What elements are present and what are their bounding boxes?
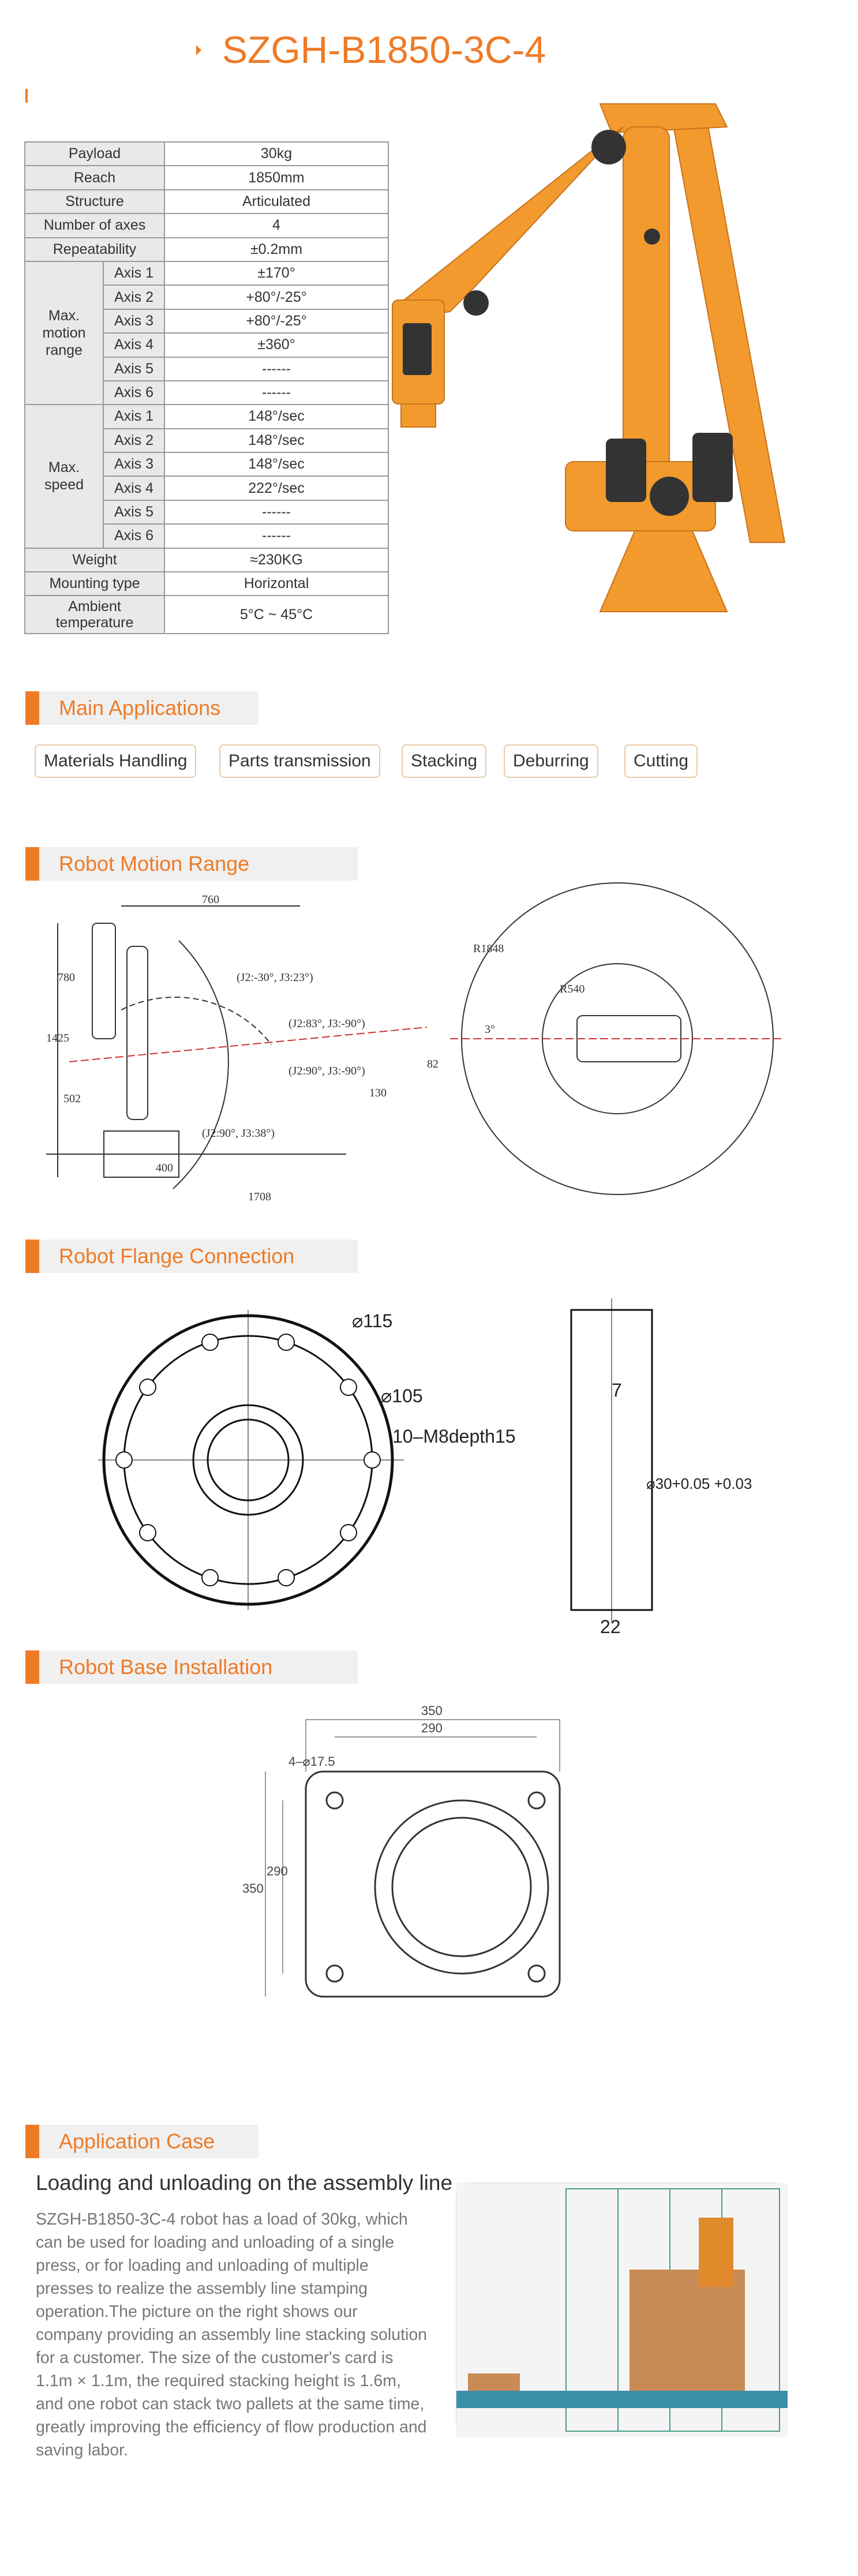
table-row [25,166,388,189]
dim-350-v: 350 [242,1881,264,1896]
spec-value: Horizontal [164,572,388,596]
spec-value: 30kg [164,142,388,166]
dim-holes: 4–⌀17.5 [289,1754,335,1769]
dim-290-v: 290 [267,1864,288,1878]
dim-780: 780 [58,971,75,984]
dim-1708: 1708 [248,1190,271,1203]
case-body: SZGH-B1850-3C-4 robot has a load of 30kg, which can be used for loading and unloading of a single press, or for loading and unloading of multiple presses to realize the assembly line stamping operation.The picture on the right shows our company providing an assembly line stacking solution for a customer. The size of the customer's card is 1.1m × 1.1m, the required stacking height is 1.6m, and one robot can stack two pallets at the same time, greatly improving the efficiency of flow production and saving labor. [36,2210,428,2459]
spec-label: Weight [25,548,164,572]
conveyor [456,2391,788,2408]
dim-400: 400 [156,1162,173,1174]
robot-flange [401,404,436,427]
spec-label: Payload [25,142,164,166]
angle-label: 3° [485,1023,495,1036]
dim-502: 502 [63,1092,81,1105]
table-row [25,405,388,428]
spec-value: +80°/-25° [164,309,388,333]
axis-label: Axis 4 [103,476,164,500]
base-diagram [231,1697,635,2020]
spec-value: 148°/sec [164,405,388,428]
spec-value: 222°/sec [164,476,388,500]
application-chip: Materials Handling [35,744,196,778]
axis-label: Axis 2 [103,285,164,309]
dim-130: 130 [369,1087,387,1099]
table-row [25,142,388,166]
dim-holes: 10–M8depth15 [392,1426,516,1447]
spec-value: ±170° [164,261,388,285]
table-row [25,190,388,214]
reach-arc-dash [121,997,271,1044]
spec-value: ------ [164,524,388,548]
page-title: SZGH-B1850-3C-4 [222,28,546,71]
spec-value: ±0.2mm [164,238,388,261]
case-heading: Loading and unloading on the assembly line [36,2171,453,2195]
robot-base [600,531,727,612]
spec-value: ------ [164,500,388,524]
spec-value: 148°/sec [164,452,388,476]
spec-value: 1850mm [164,166,388,189]
pallet-stack [630,2270,745,2391]
spec-value: ------ [164,381,388,405]
pose-label: (J2:90°, J3:-90°) [289,1065,365,1077]
spec-label: Reach [25,166,164,189]
axis-label: Axis 5 [103,500,164,524]
radius-label: R1848 [473,942,504,955]
table-row [25,214,388,237]
axis-label: Axis 6 [103,381,164,405]
robot-main-arm [404,127,623,317]
joint-motor-top [591,130,626,164]
application-chip: Cutting [624,744,698,778]
spec-value: +80°/-25° [164,285,388,309]
joint-mid [644,229,660,245]
pose-label: (J2:83°, J3:-90°) [289,1017,365,1030]
pose-label: (J2:90°, J3:38°) [202,1127,275,1140]
table-row [25,596,388,634]
table-row [25,548,388,572]
application-chip: Parts transmission [219,744,380,778]
section-title: Robot Flange Connection [39,1240,358,1273]
spec-value: Articulated [164,190,388,214]
axis-label: Axis 3 [103,309,164,333]
spec-group-label: Max. motion range [25,261,103,405]
spec-value: 4 [164,214,388,237]
spec-value: ------ [164,357,388,381]
motor-j3 [692,433,733,502]
dim-30: ⌀30+0.05 +0.03 [646,1475,752,1492]
application-chip: Deburring [504,744,598,778]
base-bore-outer [375,1800,548,1974]
spec-value: 148°/sec [164,429,388,452]
axis-label: Axis 4 [103,333,164,357]
title-arrow-icon [196,45,201,55]
robot-side-column [127,946,148,1119]
flange-diagram [81,1293,752,1639]
spec-value: ±360° [164,333,388,357]
dim-115: ⌀115 [352,1311,393,1331]
spec-label: Repeatability [25,238,164,261]
axis-label: Axis 6 [103,524,164,548]
dim-105: ⌀105 [381,1386,423,1406]
table-row [25,572,388,596]
axis-label: Axis 3 [103,452,164,476]
spec-label: Mounting type [25,572,164,596]
dim-7: 7 [612,1380,622,1401]
section-title: Robot Base Installation [39,1650,358,1684]
application-photo [456,2182,787,2436]
base-bore-inner [392,1818,531,1956]
dim-1425: 1425 [46,1032,69,1044]
robot-side-arm [92,923,115,1039]
robot-illustration [381,92,842,623]
radius-label: R540 [560,983,585,995]
section-title: Robot Motion Range [39,847,358,881]
section-title: Main Applications [39,691,258,725]
spec-value: ≈230KG [164,548,388,572]
axis-label: Axis 1 [103,261,164,285]
application-chip: Stacking [402,744,486,778]
axis-label: Axis 5 [103,357,164,381]
dim-22: 22 [600,1616,621,1637]
spec-group-label: Max. speed [25,405,103,548]
dim-290: 290 [421,1721,443,1735]
spec-table [24,141,389,634]
dim-350: 350 [421,1703,443,1718]
table-row [25,261,388,285]
dim-82: 82 [427,1058,439,1070]
axis-label: Axis 2 [103,429,164,452]
spec-value: 5°C ~ 45°C [164,596,388,634]
spec-label: Structure [25,190,164,214]
motion-range-diagram [23,889,831,1212]
wrist-motor [403,323,432,375]
joint-elbow [463,290,489,316]
section-title: Application Case [39,2125,258,2158]
reach-arc-outer [173,941,228,1189]
spec-label: Ambient temperature [25,596,164,634]
table-row [25,238,388,261]
dim-760: 760 [202,893,219,906]
axis-label: Axis 1 [103,405,164,428]
spec-label: Number of axes [25,214,164,237]
accent-tick [25,89,28,103]
robot-in-cell [699,2218,733,2287]
pose-label: (J2:-30°, J3:23°) [237,971,313,984]
joint-shoulder [650,477,689,516]
motor-j2 [606,439,646,502]
